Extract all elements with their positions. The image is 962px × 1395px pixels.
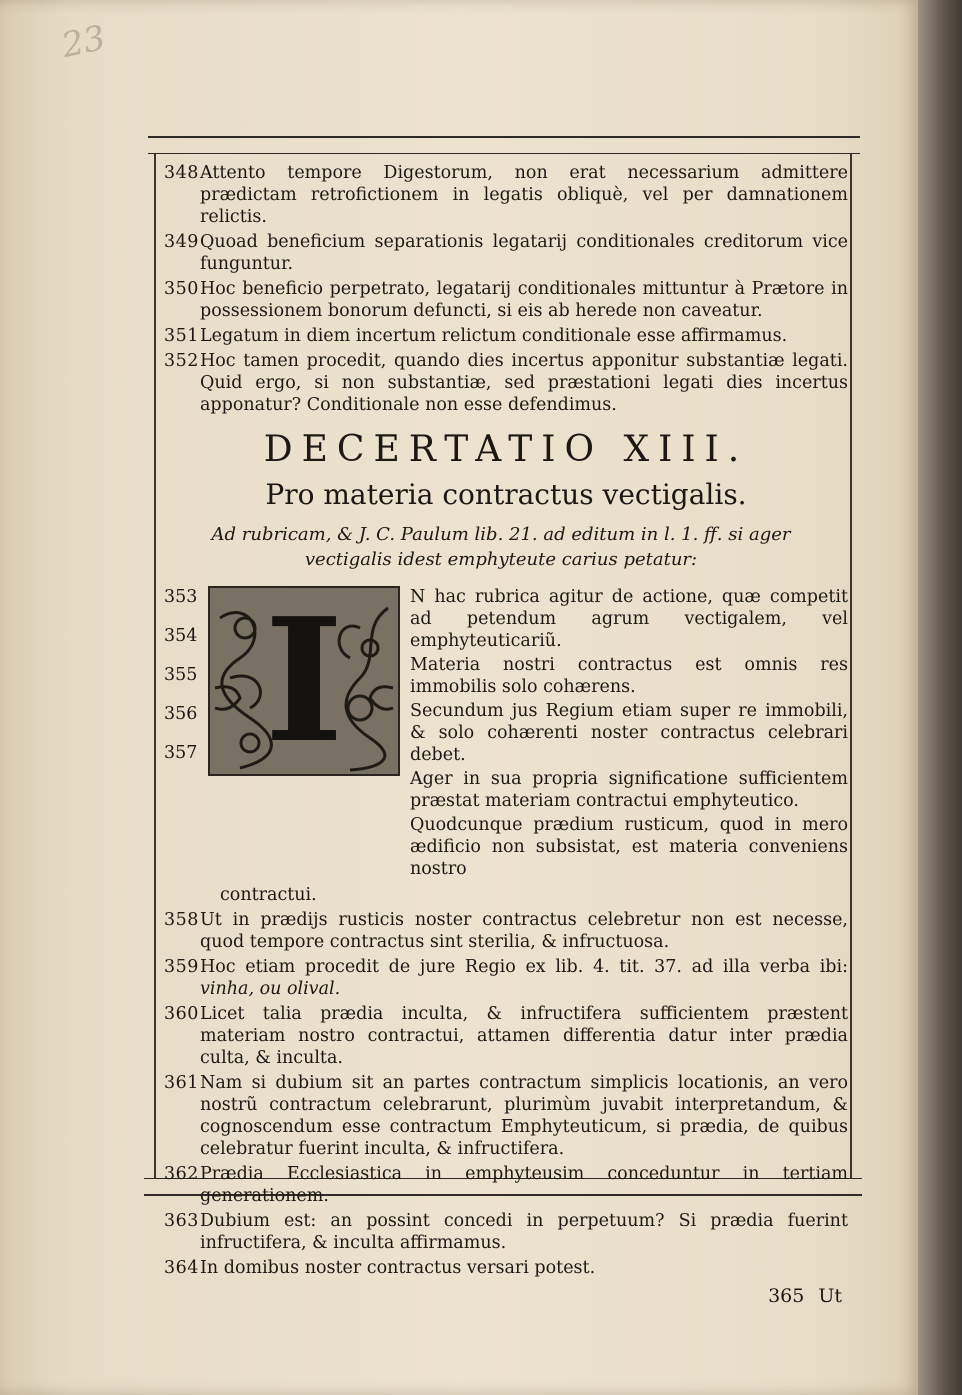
right-rule (850, 154, 852, 1178)
page-edge-shadow (918, 0, 962, 1395)
paragraph-number: 348 (164, 163, 199, 183)
paragraph-number: 352 (164, 351, 199, 371)
paragraph-text: Materia nostri contractus est omnis res immobilis solo cohærens. (410, 655, 848, 697)
numbered-paragraph (164, 278, 848, 322)
paragraph-text: Licet talia prædia inculta, & infructifera sufficientem præstent materiam nostro contractui, attamen differentia datur inter prædia culta, & inculta. (200, 1004, 848, 1068)
paragraph-text: Hoc etiam procedit de jure Regio ex lib. 4. tit. 37. ad illa verba ibi: vinha, ou olival. (200, 957, 848, 999)
initial-paragraph-texts (410, 586, 848, 882)
paragraph-number: 351 (164, 326, 199, 346)
paragraph-text: In domibus noster contractus versari potest. (200, 1258, 596, 1278)
rubric-line: Ad rubricam, & J. C. Paulum lib. 21. ad editum in l. 1. ff. si ager vectigalis idest emphyteute carius petatur: (211, 524, 791, 570)
decorated-initial (208, 586, 400, 776)
paragraph-number: 357 (164, 743, 198, 763)
paragraph-text: Secundum jus Regium etiam super re immobili, & solo cohærenti noster contractus celebrari debet. (410, 701, 848, 765)
paragraph-number: 362 (164, 1164, 199, 1184)
paragraph-text: Nam si dubium sit an partes contractum simplicis locationis, an vero nostrũ contractum celebrarunt, plurimùm juvabit interpretandum, & cognoscendum esse contractum Emphyteuticum, si prædia, de quibus celebratur fuerint inculta, & infructifera. (200, 1073, 848, 1159)
paragraph-text: Dubium est: an possint concedi in perpetuum? Si prædia fuerint infructifera, & inculta affirmamus. (200, 1211, 848, 1253)
bottom-paragraphs (164, 909, 848, 1279)
numbered-paragraph (164, 1003, 848, 1069)
numbered-paragraph (164, 350, 848, 416)
paragraph-number: 364 (164, 1258, 199, 1278)
numbered-paragraph (164, 1163, 848, 1207)
page-corner-mark: 23 (58, 17, 109, 67)
paragraph-number: 349 (164, 232, 199, 252)
paragraph-number: 363 (164, 1211, 199, 1231)
paragraph-number: 353 (164, 587, 198, 607)
paragraph-text: Hoc tamen procedit, quando dies incertus apponitur substantiæ legati. Quid ergo, si non substantiæ, sed præstationi legati dies incertus apponatur? Conditionale non esse defendimus. (200, 351, 848, 415)
paragraph-number: 350 (164, 279, 199, 299)
numbered-paragraph (164, 231, 848, 275)
paragraph-text: Hoc beneficio perpetrato, legatarij conditionales mittuntur à Prætore in possessionem bonorum defuncti, si eis ab herede non caveatur. (200, 279, 848, 321)
text-frame (148, 136, 860, 1307)
paragraph-text: Quoad beneficium separationis legatarij conditionales creditorum vice funguntur. (200, 232, 848, 274)
paragraph-text: Ager in sua propria significatione sufficientem præstat materiam contractui emphyteutico. (410, 769, 848, 811)
numbered-paragraph (164, 956, 848, 1000)
paragraph-text: Legatum in diem incertum relictum conditionale esse affirmamus. (200, 326, 788, 346)
initial-paragraph-numbers (164, 586, 208, 882)
numbered-paragraph (164, 325, 848, 347)
paragraph-number: 358 (164, 910, 199, 930)
top-paragraphs (164, 162, 848, 416)
paragraph-number: 355 (164, 665, 198, 685)
paragraph-text: Quodcunque prædium rusticum, quod in mero ædificio non subsistat, est materia conveniens nostro (410, 815, 848, 879)
paragraph-number: 360 (164, 1004, 199, 1024)
numbered-paragraph (164, 1072, 848, 1160)
catchword-line (164, 1285, 848, 1307)
paragraph-number: 359 (164, 957, 199, 977)
initial-continuation: contractui. (220, 885, 317, 905)
initial-letter: I (264, 586, 344, 776)
numbered-paragraph (164, 162, 848, 228)
numbered-paragraph (164, 909, 848, 953)
chapter-heading: DECERTATIO XIII. (263, 429, 749, 470)
paragraph-number: 356 (164, 704, 198, 724)
numbered-paragraph (164, 1257, 848, 1279)
page-content (164, 162, 848, 1307)
paragraph-text: N hac rubrica agitur de actione, quæ competit ad petendum agrum vectigalem, vel emphyteuticariũ. (410, 587, 848, 651)
paragraph-number: 361 (164, 1073, 199, 1093)
numbered-paragraph (164, 1210, 848, 1254)
paragraph-text: Ut in prædijs rusticis noster contractus celebretur non est necesse, quod tempore contractus sint sterilia, & infructuosa. (200, 910, 848, 952)
left-rule (154, 154, 156, 1178)
initial-block (164, 586, 848, 882)
chapter-subheading: Pro materia contractus vectigalis. (265, 478, 747, 511)
paragraph-number: 354 (164, 626, 198, 646)
top-rule (148, 136, 860, 154)
paragraph-text: Attento tempore Digestorum, non erat necessarium admittere prædictam retrofictionem in legatis obliquè, vel per damnationem relictis. (200, 163, 848, 227)
paragraph-text: Prædia Ecclesiastica in emphyteusim conceduntur in tertiam generationem. (200, 1164, 848, 1206)
italic-quote: vinha, ou olival. (200, 979, 341, 999)
catchword-number: 365 (768, 1285, 805, 1307)
catchword: Ut (818, 1285, 842, 1307)
